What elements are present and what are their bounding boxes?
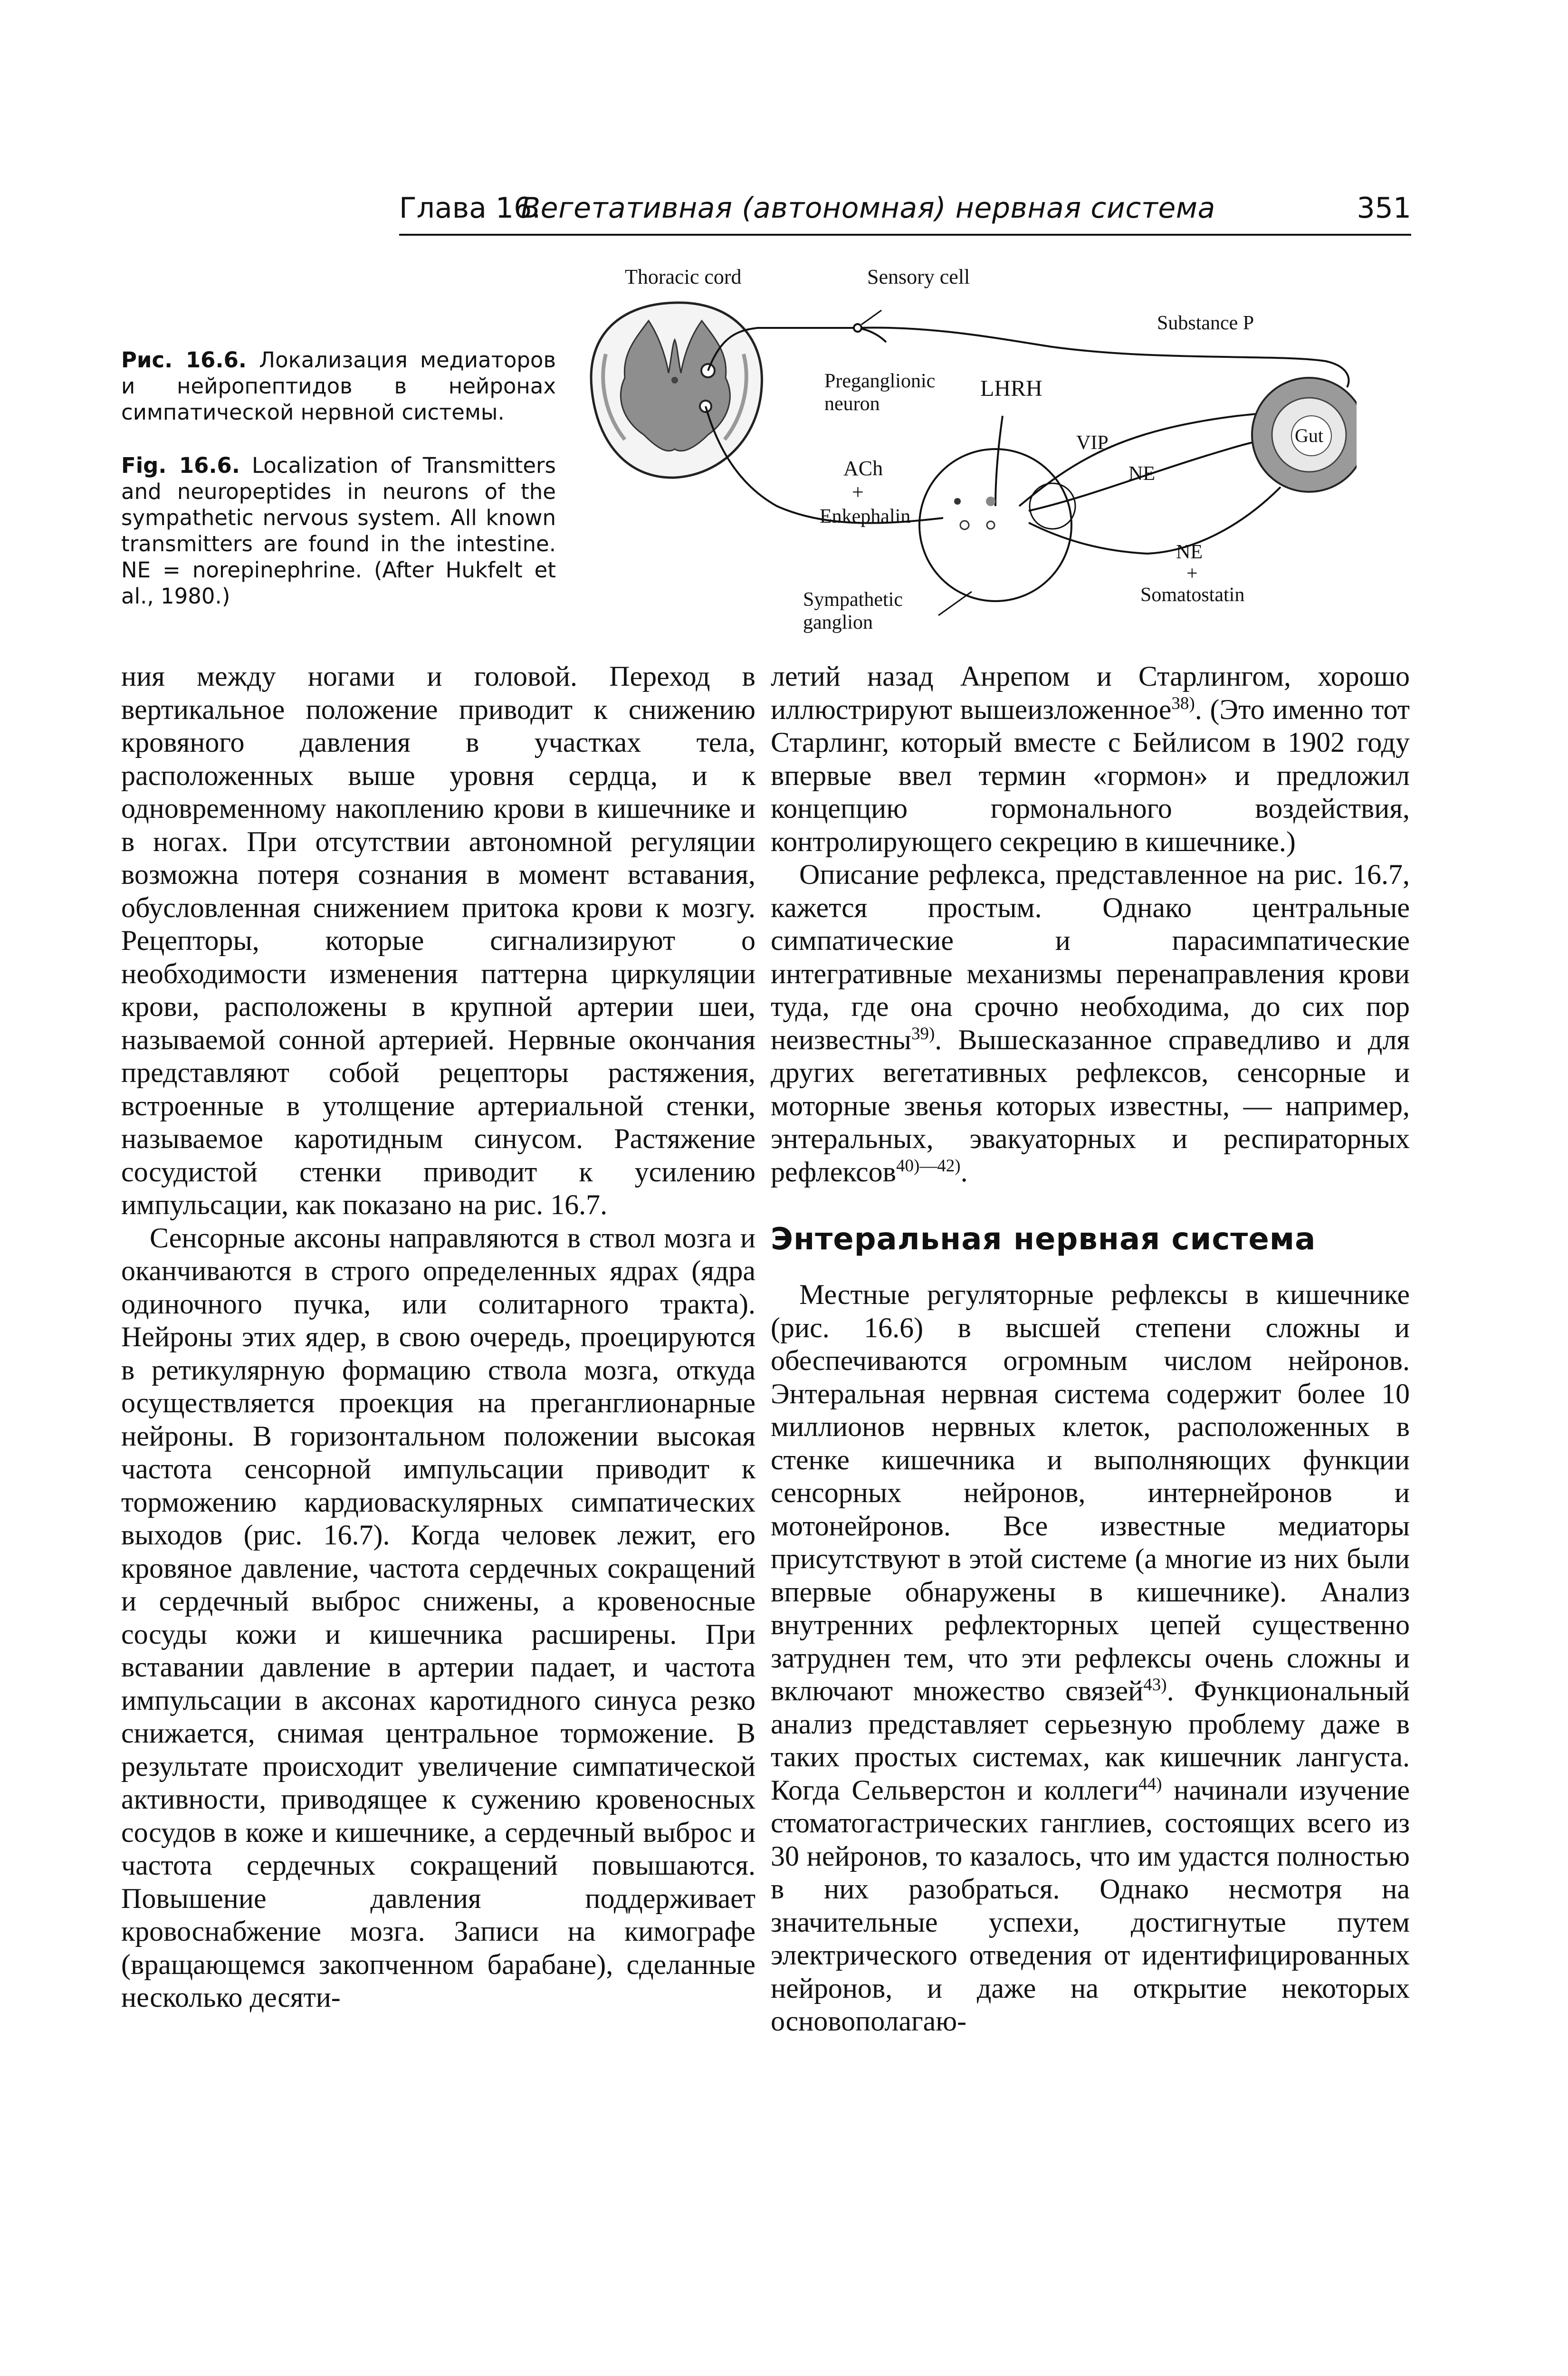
caption-ru-label: Рис. 16.6. [121,347,247,373]
sensory-cell-leader [861,310,881,325]
figure-diagram [577,259,1357,644]
caption-en-label: Fig. 16.6. [121,453,240,478]
chapter-title: Вегетативная (автономная) нервная система [521,192,1215,225]
left-column [121,660,755,2014]
right-paragraph-2: Описание рефлекса, представленное на рис. 16.7, кажется простым. Однако центральные симпатические и парасимпатические интегративные механизмы перенаправления крови туда, где она срочно необходима, до сих пор неизвестны$^{39)}$. Вышесказанное справедливо и для других вегетативных рефлексов, сенсорные и моторные звенья которых известны, — например, энтеральных, эвакуаторных и респираторных рефлексов$^{40)—42)}$. [771,859,1410,1188]
label-sensory-cell: Sensory cell [867,265,970,288]
label-sympathetic-1: Sympathetic [803,589,903,611]
sensory-cell-body [854,324,861,332]
page-number: 351 [1357,192,1411,225]
label-plus-2: + [1186,563,1198,584]
label-lhrh: LHRH [980,376,1042,401]
left-paragraph-1: ния между ногами и головой. Переход в вертикальное положение приводит к снижению кровяного давления в участках тела, расположенных выше уровня сердца, и к одновременному накоплению крови в кишечнике и в ногах. При отсутствии автономной регуляции возможна потеря сознания в момент вставания, обусловленная снижением притока крови к мозгу. Рецепторы, которые сигнализируют о необходимости изменения паттерна циркуляции крови, расположены в крупной артерии шеи, называемой сонной артерией. Нервные окончания представляют собой рецепторы растяжения, встроенные в утолщение артериальной стенки, называемое каротидным синусом. Растяжение сосудистой стенки приводит к усилению импульсации, как показано на рис. 16.7. [121,661,755,1220]
spinal-cord [591,303,762,478]
label-vip: VIP [1076,432,1109,454]
footnote-ref-39: 39) [911,1024,935,1044]
label-ne-top: NE [1128,463,1155,485]
footnote-ref-40-42: 40)—42) [896,1156,961,1176]
label-gut: Gut [1295,425,1323,446]
label-preganglionic-1: Preganglionic [824,370,936,392]
label-thoracic-cord: Thoracic cord [625,265,742,288]
label-ne-bottom: NE [1176,541,1203,563]
figure-caption [121,347,556,609]
caption-en-text: Localization of Transmitters and neuropeptides in neurons of the sympathetic nervous system. All known transmitters are found in the intestine. NE = norepinephrine. (After Hukfelt et al., 1980.) [121,453,556,609]
label-enkephalin: Enkephalin [820,506,911,527]
caption-ru-text: Локализация медиаторов и нейропептидов в нейронах симпатической нервной системы. [121,347,556,425]
label-preganglionic-2: neuron [824,393,880,415]
running-head [399,189,1411,227]
label-somatostatin: Somatostatin [1140,584,1245,606]
footnote-ref-44: 44) [1138,1774,1162,1794]
right-paragraph-1: летий назад Анрепом и Старлингом, хорошо иллюстрируют вышеизложенное$^{38)}$. (Это именно тот Старлинг, который вместе с Бейлисом в 1902 году впервые ввел термин «гормон» и предложил концепцию гормонального воздействия, контролирующего секрецию в кишечнике.) [771,661,1410,857]
caption-en [121,452,556,609]
left-paragraph-2: Сенсорные аксоны направляются в ствол мозга и оканчиваются в строго определенных ядрах (ядра одиночного пучка, или солитарного тракта). Нейроны этих ядер, в свою очередь, проецируются в ретикулярную формацию ствола мозга, откуда осуществляется проекция на преганглионарные нейроны. В горизонтальном положении высокая частота сенсорной импульсации приводит к торможению кардиоваскулярных симпатических выходов (рис. 16.7). Когда человек лежит, его кровяное давление, частота сердечных сокращений и сердечный выброс снижены, а кровеносные сосуды кожи и кишечника расширены. При вставании давление в артерии падает, и частота импульсации в аксонах каротидного синуса резко снижается, снимая центральное торможение. В результате происходит увеличение симпатической активности, приводящее к сужению кровеносных сосудов в коже и кишечнике, а сердечный выброс и частота сердечных сокращений повышаются. Повышение давления поддерживает кровоснабжение мозга. Записи на кимографе (вращающемся закопченном барабане), сделанные несколько десяти- [121,1222,755,2013]
footnote-ref-43: 43) [1143,1675,1167,1695]
label-plus-1: + [852,480,864,504]
label-sympathetic-2: ganglion [803,612,873,633]
chapter-label: Глава 16. [399,192,541,225]
footnote-ref-38: 38) [1171,693,1195,713]
header-rule [399,234,1411,236]
section-heading: Энтеральная нервная система [771,1222,1316,1257]
label-substance-p: Substance P [1157,312,1254,334]
right-paragraph-3: Местные регуляторные рефлексы в кишечнике (рис. 16.6) в высшей степени сложны и обеспечиваются огромным числом нейронов. Энтеральная нервная система содержит более 10 миллионов нервных клеток, расположенных в стенке кишечника и выполняющих функции сенсорных нейронов, интернейронов и мотонейронов. Все известные медиаторы присутствуют в этой системе (а многие из них были впервые обнаружены в кишечнике). Анализ внутренних рефлекторных цепей существенно затруднен тем, что эти рефлексы очень сложны и включают множество связей$^{43)}$. Функциональный анализ представляет серьезную проблему даже в таких простых системах, как кишечник лангуста. Когда Сельверстон и коллеги$^{44)}$ начинали изучение стоматогастрических ганглиев, состоящих всего из 30 нейронов, то казалось, что им удастся полностью в них разобраться. Однако несмотря на значительные успехи, достигнутые путем электрического отведения от идентифицированных нейронов, и даже на открытие некоторых основополагаю- [771,1279,1410,2037]
label-ach: ACh [843,457,883,480]
caption-ru [121,347,556,425]
right-column [771,660,1410,2038]
